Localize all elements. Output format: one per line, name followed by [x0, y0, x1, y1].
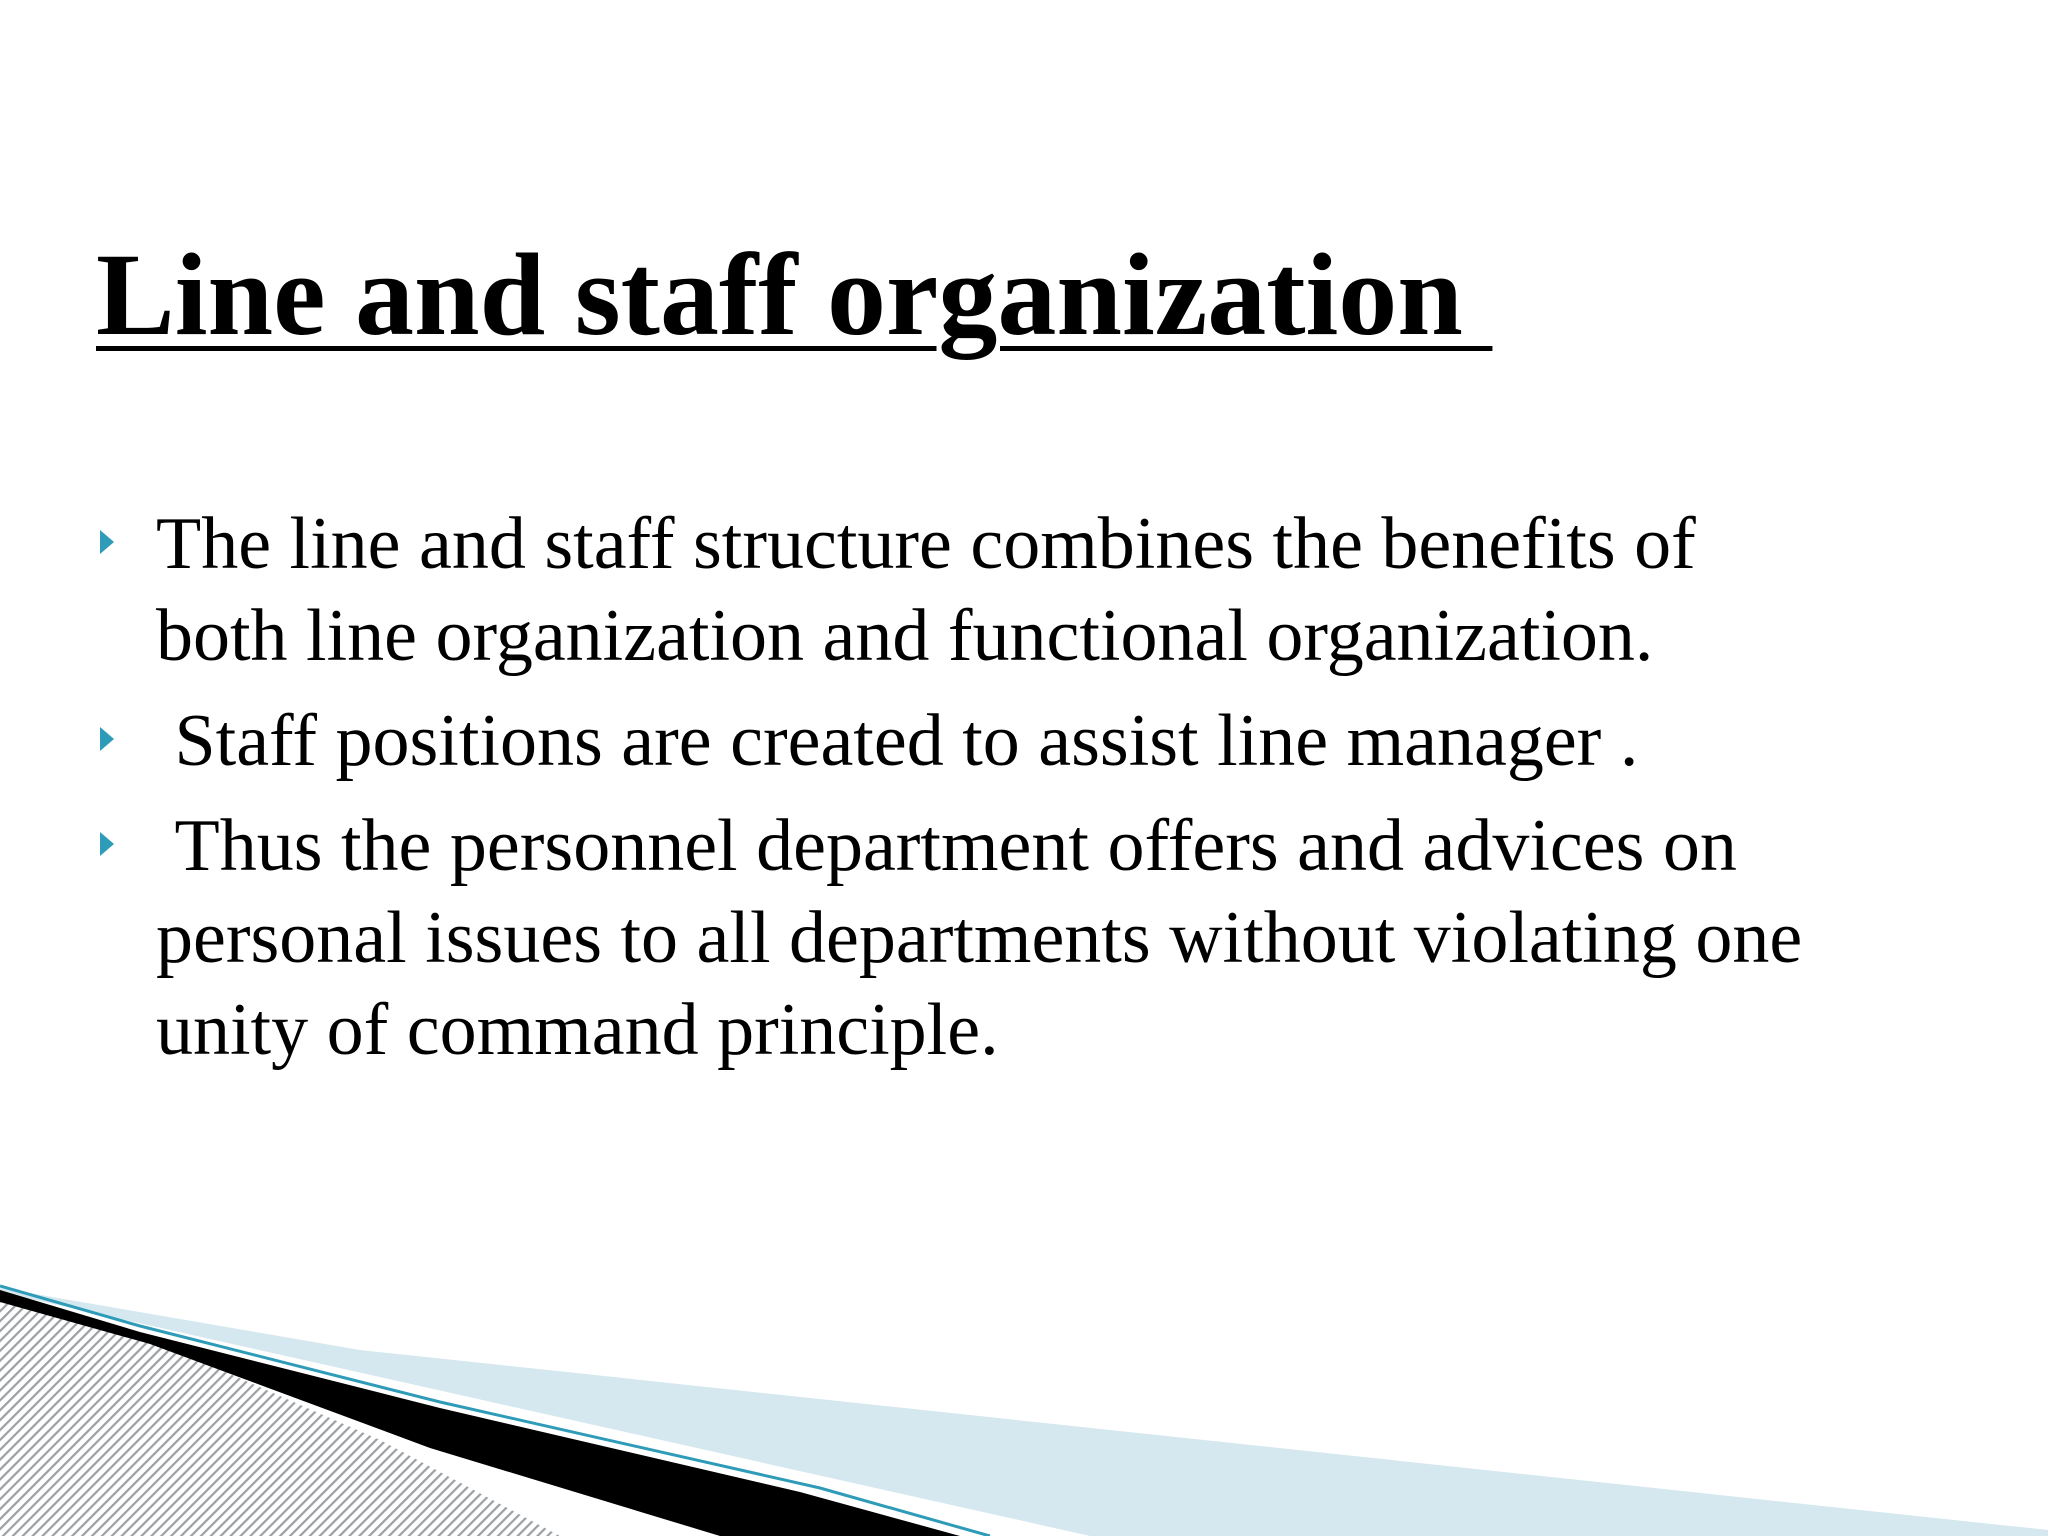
- bullet-text: Staff positions are created to assist line manager .: [156, 700, 1639, 782]
- bullet-text: The line and staff structure combines the benefits of both line organization and functional organization.: [156, 503, 1696, 677]
- bullet-item: [96, 800, 1956, 1076]
- triangle-right-icon: [100, 727, 114, 751]
- bullet-item: [96, 695, 1956, 787]
- hatched-pattern: [0, 1294, 560, 1536]
- bullet-list: [96, 498, 1956, 1089]
- slide-title: Line and staff organization: [96, 229, 1493, 360]
- triangle-right-icon: [100, 832, 114, 856]
- decorative-swoosh: [0, 1280, 2048, 1536]
- bullet-item: [96, 498, 1956, 682]
- triangle-right-icon: [100, 530, 114, 554]
- bullet-text: Thus the personnel department offers and advices on personal issues to all departments without violating one unity of command principle.: [156, 805, 1803, 1071]
